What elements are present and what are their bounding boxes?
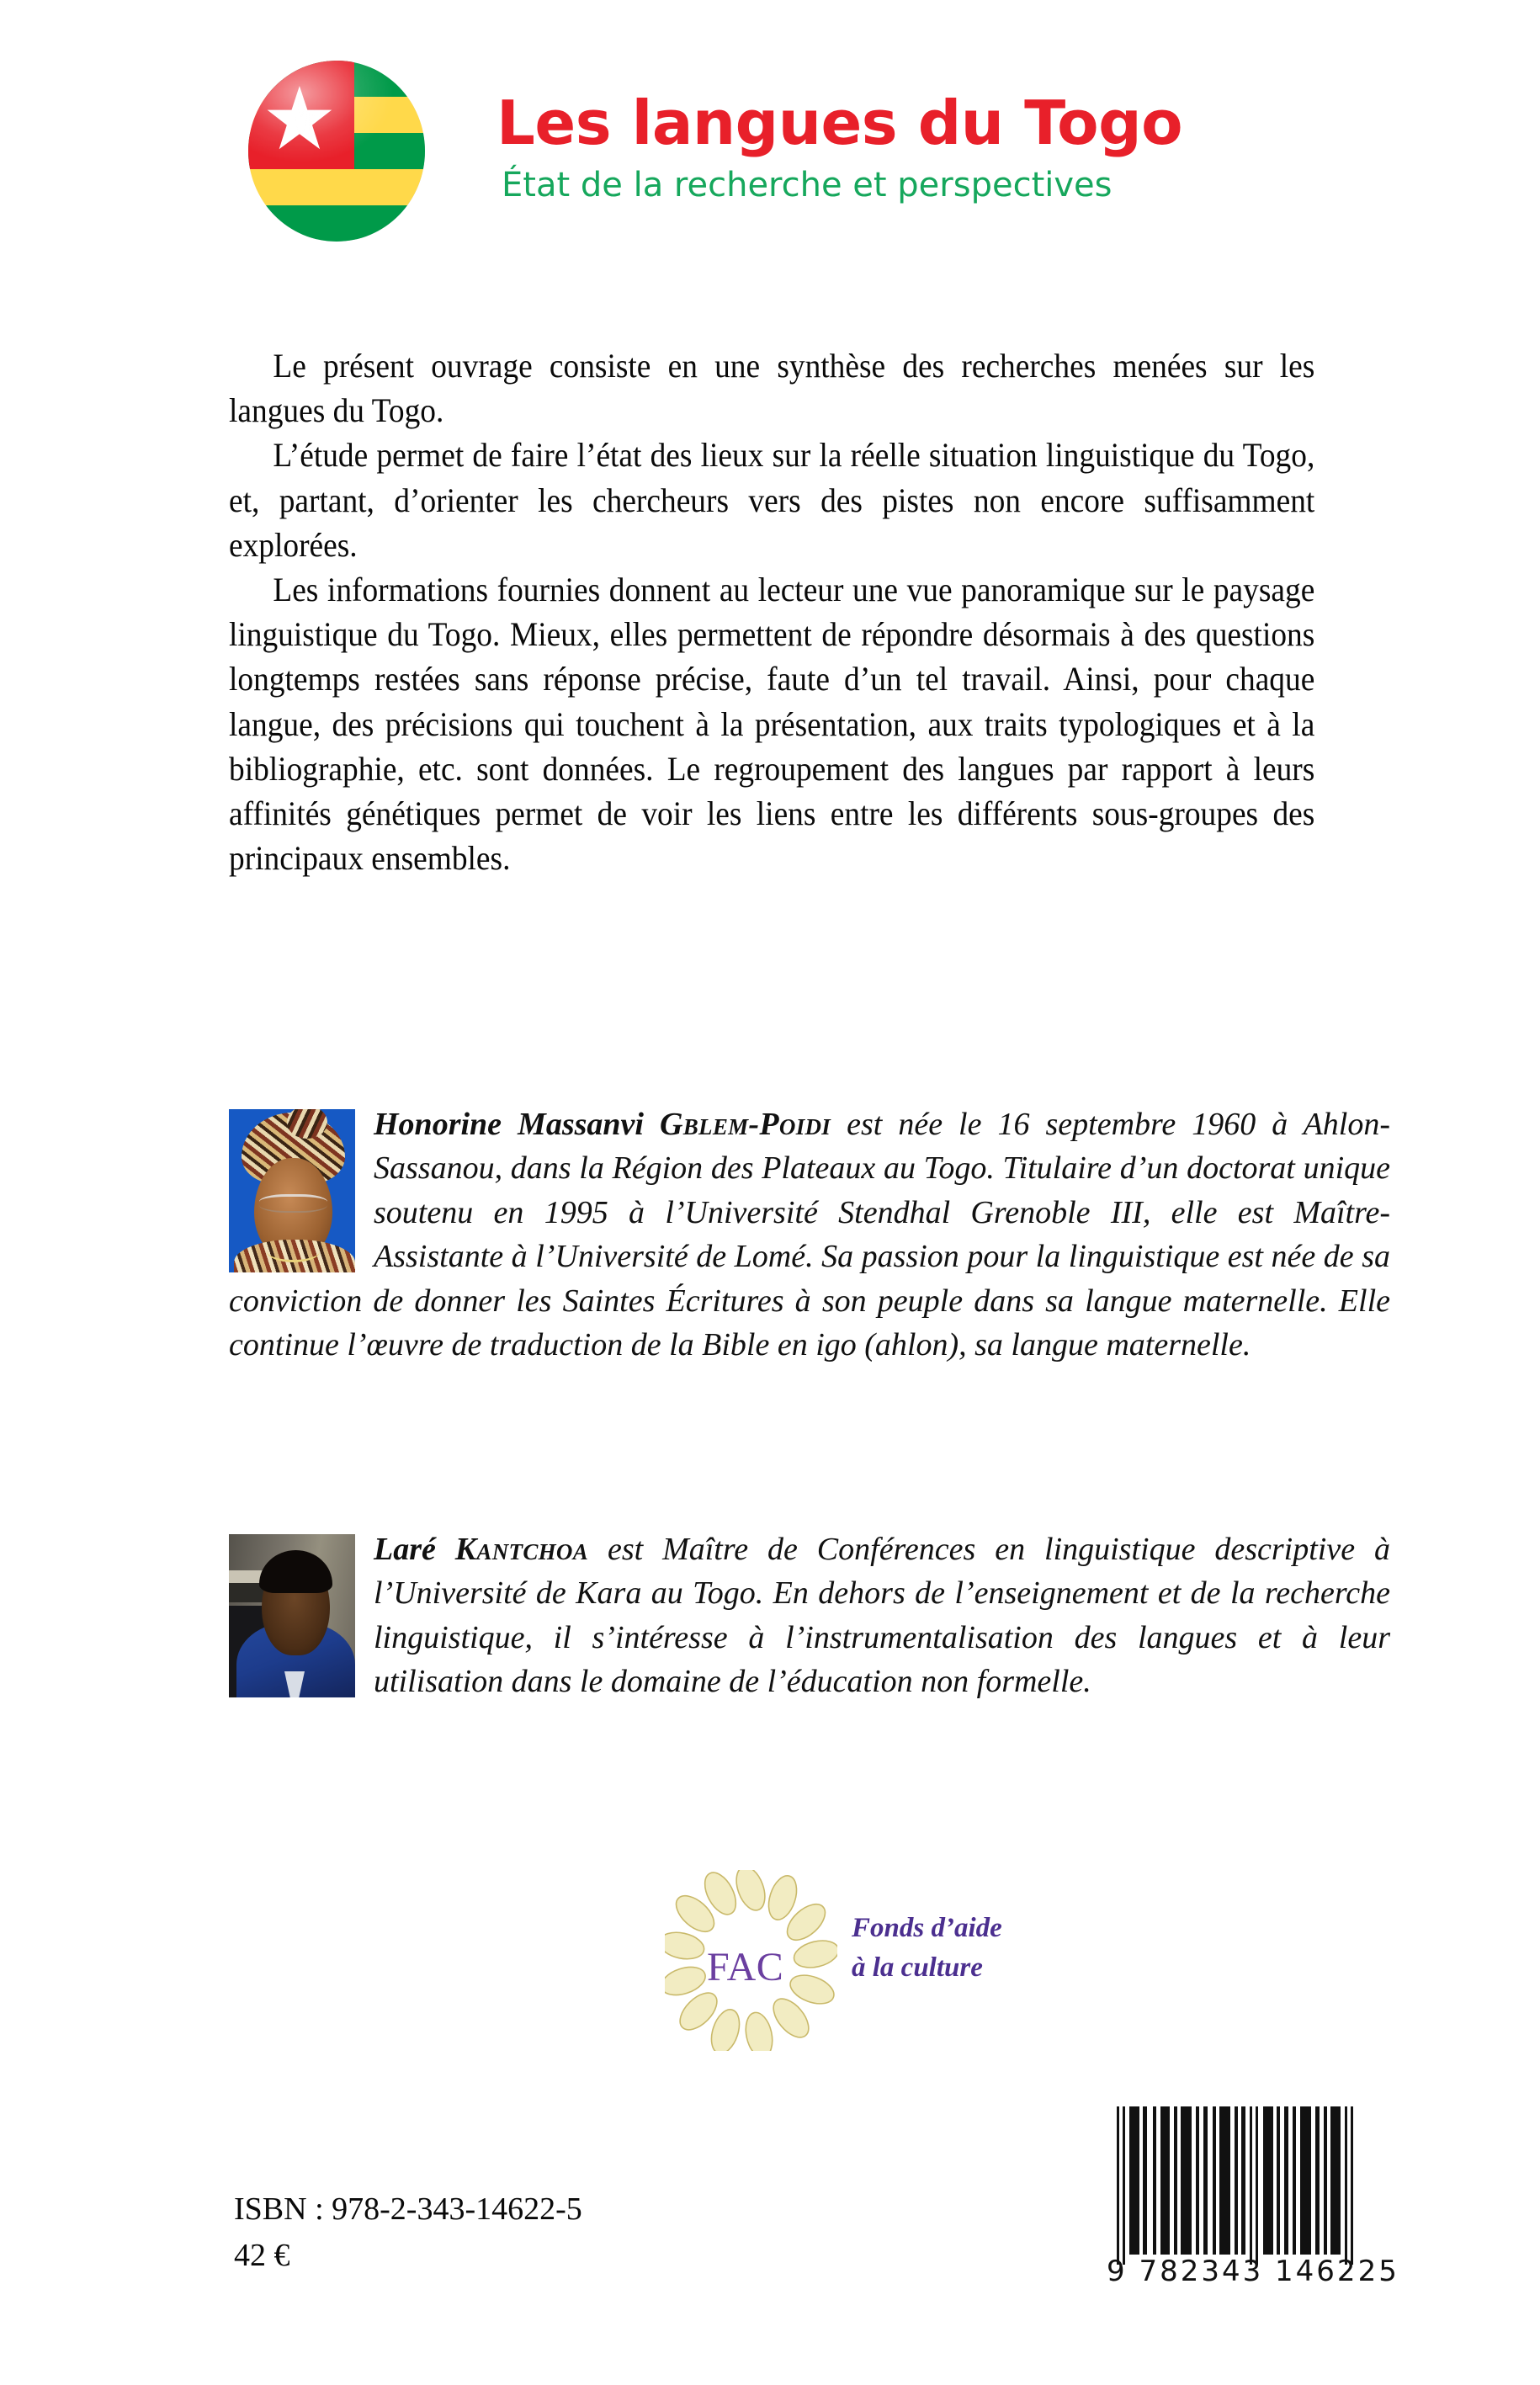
page-subtitle: État de la recherche et perspectives [502, 166, 1113, 205]
blurb-paragraph: L’étude permet de faire l’état des lieux sur la réelle situation linguistique du Togo, et, partant, d’orienter les chercheurs vers des pistes non encore suffisamment explorées. [229, 436, 1315, 564]
page-title: Les langues du Togo [497, 88, 1183, 158]
back-cover-blurb [229, 343, 1314, 880]
isbn-price-block [234, 2186, 582, 2279]
title-block [497, 88, 1355, 205]
author-photo-kantchoa [229, 1534, 355, 1697]
togo-flag-circle-icon [248, 61, 425, 242]
ean13-barcode [1107, 2106, 1399, 2302]
author-bio-text: est Maître de Conférences en linguistique descriptive à l’Université de Kara au Togo. En dehors de l’enseignement et de la recherche linguistique, il s’intéresse à l’instrumentalisation des langues et à leur utilisation dans le domaine de l’éducation non formelle. [374, 1532, 1390, 1700]
sponsor-name-line2: à la culture [852, 1952, 983, 1983]
author-bio-kantchoa [229, 1527, 1390, 1704]
sponsor-logo-fac [665, 1870, 1018, 2051]
isbn-text: ISBN : 978-2-343-14622-5 [234, 2191, 582, 2227]
author-bio-text: est née le 16 septembre 1960 à Ahlon-Sassanou, dans la Région des Plateaux au Togo. Titulaire d’un doctorat unique soutenu en 1995 à l’Université Stendhal Grenoble III, elle est Maître-Assistante à l’Université de Lomé. Sa passion pour la linguistique est née de sa conviction de donner les Saintes Écritures à son peuple dans sa langue maternelle. Elle continue l’œuvre de traduction de la Bible en igo (ahlon), sa langue maternelle. [229, 1107, 1390, 1363]
author-first-name: Honorine Massanvi [374, 1107, 660, 1142]
author-photo-gblem-poidi [229, 1109, 355, 1272]
blurb-paragraph: Les informations fournies donnent au lecteur une vue panoramique sur le paysage linguistique du Togo. Mieux, elles permettent de répondre désormais à des questions longtemps restées sans réponse précise, faute d’un tel travail. Ainsi, pour chaque langue, des précisions qui touchent à la présentation, aux traits typologiques et à la bibliographie, etc. sont données. Le regroupement des langues par rapport à leurs affinités génétiques permet de voir les liens entre les différents sous-groupes des principaux ensembles. [229, 570, 1315, 878]
author-last-name: Gblem-Poidi [659, 1107, 831, 1142]
barcode-bars [1107, 2106, 1363, 2265]
author-last-name: Kantchoa [454, 1532, 589, 1567]
price-text: 42 € [234, 2238, 290, 2274]
author-bio-gblem-poidi [229, 1102, 1390, 1368]
sponsor-name-line1: Fonds d’aide [852, 1913, 1002, 1943]
blurb-paragraph: Le présent ouvrage consiste en une synthèse des recherches menées sur les langues du Togo. [229, 347, 1315, 430]
cover-header [248, 61, 1342, 271]
barcode-number: 9 782343 146225 [1107, 2255, 1399, 2288]
author-first-name: Laré [374, 1532, 455, 1567]
sponsor-acronym: FAC [707, 1945, 784, 1989]
sponsor-name [852, 1909, 1002, 1988]
